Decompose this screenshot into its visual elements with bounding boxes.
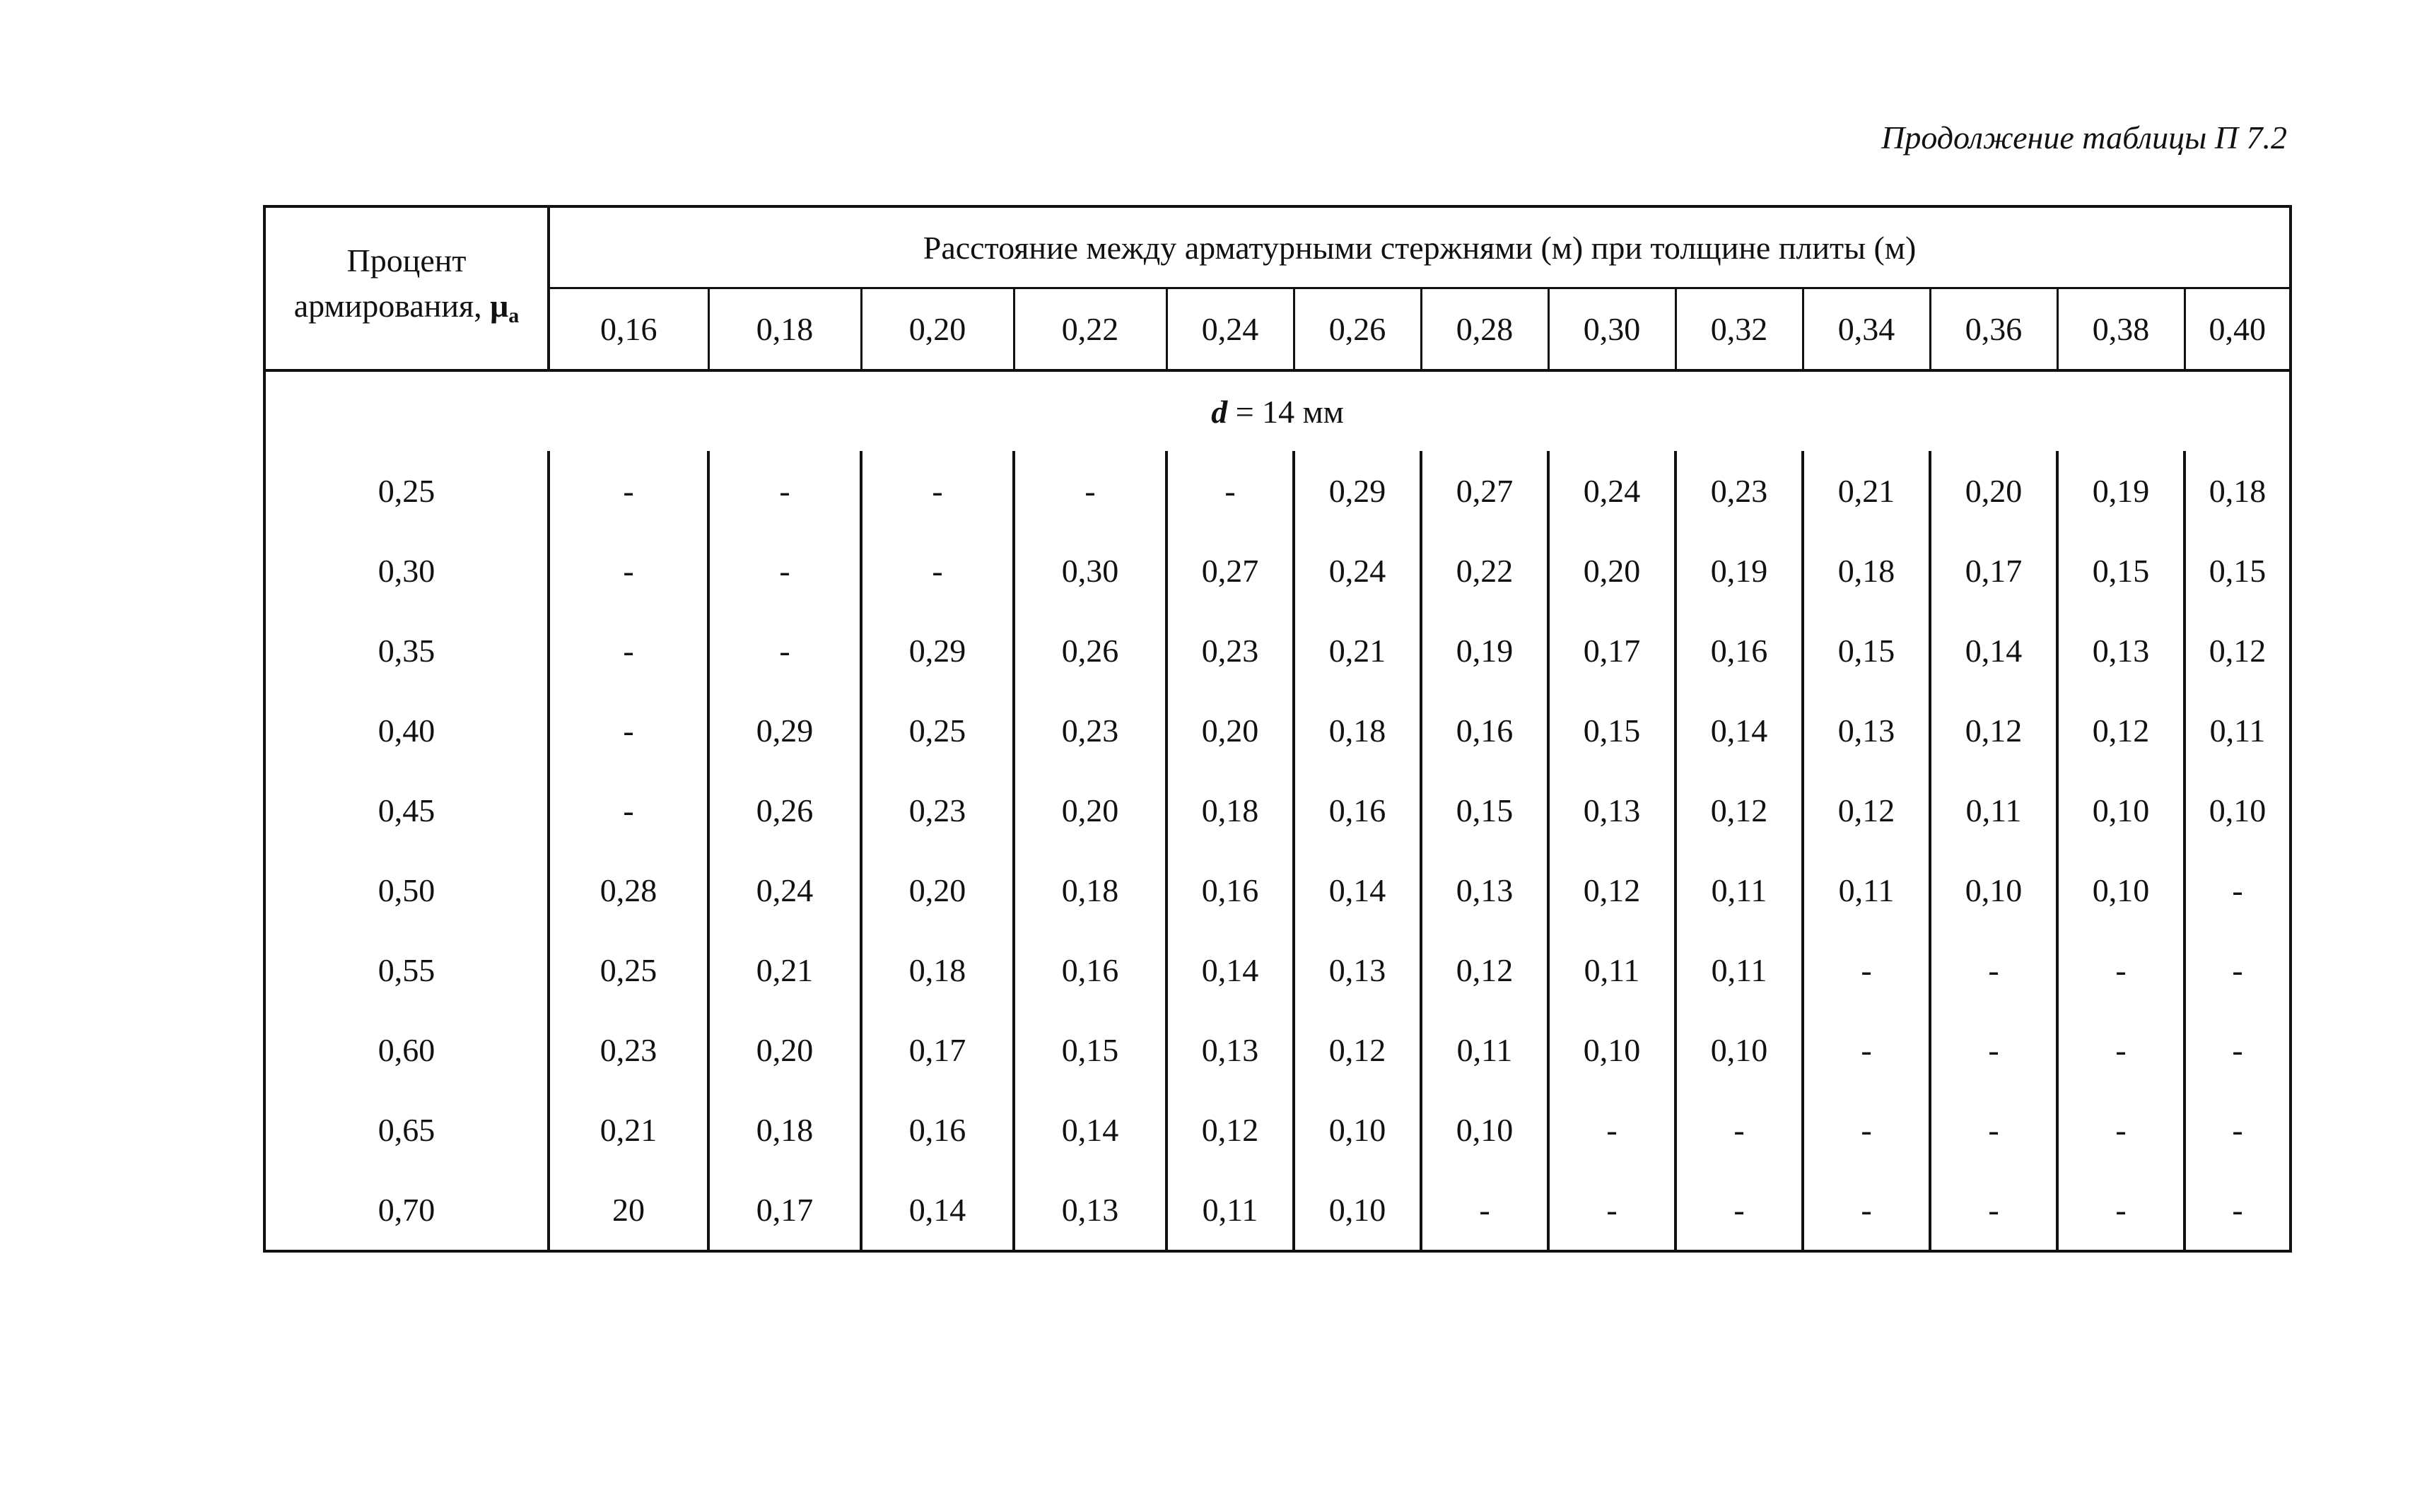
- diameter-symbol: d: [1211, 393, 1228, 430]
- spacing-value-cell: 0,13: [1803, 691, 1930, 770]
- reinforcement-percent-cell: 0,55: [264, 930, 549, 1010]
- spacing-value-cell: -: [1014, 451, 1166, 531]
- section-row: [264, 370, 2291, 451]
- spacing-value-cell: 0,10: [1675, 1010, 1803, 1090]
- spacing-value-cell: 0,11: [1930, 770, 2057, 850]
- spacing-value-cell: -: [549, 611, 708, 691]
- spacing-value-cell: -: [1803, 1010, 1930, 1090]
- spacing-value-cell: 0,17: [861, 1010, 1014, 1090]
- mu-symbol: μ: [490, 288, 509, 324]
- thickness-header-cell: 0,36: [1930, 288, 2057, 371]
- table-row: [264, 611, 2291, 691]
- spacing-value-cell: 0,11: [1675, 930, 1803, 1010]
- spacing-value-cell: -: [708, 531, 861, 611]
- spacing-value-cell: 0,10: [2057, 850, 2185, 930]
- spacing-value-cell: 0,13: [1548, 770, 1675, 850]
- spacing-value-cell: -: [1803, 930, 1930, 1010]
- spacing-value-cell: 0,18: [1803, 531, 1930, 611]
- table-body: [264, 370, 2291, 1251]
- table-row: [264, 531, 2291, 611]
- table-caption: Продолжение таблицы П 7.2: [1881, 119, 2287, 156]
- spacing-value-cell: -: [1548, 1090, 1675, 1170]
- table-row: [264, 451, 2291, 531]
- spacing-value-cell: -: [2185, 1090, 2291, 1170]
- spacing-value-cell: 0,20: [708, 1010, 861, 1090]
- spacing-value-cell: -: [549, 531, 708, 611]
- reinforcement-percent-cell: 0,40: [264, 691, 549, 770]
- spacing-value-cell: 0,15: [1014, 1010, 1166, 1090]
- spacing-value-cell: 0,13: [1014, 1170, 1166, 1251]
- spacing-value-cell: 0,17: [708, 1170, 861, 1251]
- spacing-value-cell: -: [1166, 451, 1294, 531]
- spacing-value-cell: 0,12: [1294, 1010, 1421, 1090]
- thickness-header-cell: 0,16: [549, 288, 708, 371]
- spacing-value-cell: -: [2057, 1010, 2185, 1090]
- spacing-value-cell: -: [2057, 1090, 2185, 1170]
- mu-subscript: a: [508, 304, 520, 327]
- spacing-value-cell: 0,18: [2185, 451, 2291, 531]
- spacing-value-cell: 0,12: [2057, 691, 2185, 770]
- spacing-value-cell: 0,29: [861, 611, 1014, 691]
- spacing-value-cell: 0,13: [2057, 611, 2185, 691]
- spacing-value-cell: 0,11: [2185, 691, 2291, 770]
- spacing-value-cell: 0,16: [1166, 850, 1294, 930]
- thickness-header-cell: 0,34: [1803, 288, 1930, 371]
- diameter-value: = 14 мм: [1235, 393, 1344, 430]
- spacing-value-cell: -: [1675, 1170, 1803, 1251]
- spacing-value-cell: -: [1930, 1170, 2057, 1251]
- table-row: [264, 850, 2291, 930]
- spacing-value-cell: 0,23: [549, 1010, 708, 1090]
- spacing-value-cell: 20: [549, 1170, 708, 1251]
- thickness-header-cell: 0,32: [1675, 288, 1803, 371]
- thickness-header-cell: 0,20: [861, 288, 1014, 371]
- spacing-value-cell: 0,20: [1548, 531, 1675, 611]
- spacing-value-cell: 0,18: [1014, 850, 1166, 930]
- spacing-value-cell: -: [1930, 1010, 2057, 1090]
- spacing-value-cell: 0,10: [1421, 1090, 1548, 1170]
- spacing-value-cell: 0,20: [861, 850, 1014, 930]
- spacing-value-cell: -: [861, 451, 1014, 531]
- table-row: [264, 1010, 2291, 1090]
- spacing-value-cell: 0,12: [1166, 1090, 1294, 1170]
- spacing-value-cell: 0,19: [1675, 531, 1803, 611]
- spacing-value-cell: 0,16: [1014, 930, 1166, 1010]
- spacing-value-cell: 0,14: [1675, 691, 1803, 770]
- spacing-value-cell: 0,29: [1294, 451, 1421, 531]
- spacing-value-cell: 0,14: [1930, 611, 2057, 691]
- row-header-text: армирования,: [293, 288, 482, 324]
- spacing-value-cell: 0,12: [1675, 770, 1803, 850]
- spacing-value-cell: -: [1803, 1090, 1930, 1170]
- spacing-value-cell: -: [2057, 1170, 2185, 1251]
- row-header-cell: [264, 206, 549, 370]
- spacing-value-cell: -: [708, 451, 861, 531]
- spacing-value-cell: 0,27: [1166, 531, 1294, 611]
- header-row-top: [264, 206, 2291, 288]
- spacing-value-cell: 0,16: [1294, 770, 1421, 850]
- spacing-value-cell: 0,25: [549, 930, 708, 1010]
- spacing-value-cell: 0,21: [1803, 451, 1930, 531]
- spacing-value-cell: 0,13: [1294, 930, 1421, 1010]
- thickness-header-cell: 0,30: [1548, 288, 1675, 371]
- spacing-value-cell: 0,15: [2185, 531, 2291, 611]
- spacing-value-cell: 0,15: [2057, 531, 2185, 611]
- spacing-value-cell: -: [549, 691, 708, 770]
- spacing-value-cell: -: [2057, 930, 2185, 1010]
- spacing-value-cell: -: [2185, 850, 2291, 930]
- spacing-value-cell: 0,12: [1421, 930, 1548, 1010]
- spacing-value-cell: -: [708, 611, 861, 691]
- table-row: [264, 691, 2291, 770]
- table-row: [264, 930, 2291, 1010]
- spacing-value-cell: 0,11: [1675, 850, 1803, 930]
- spacing-value-cell: -: [1930, 930, 2057, 1010]
- spacing-value-cell: 0,18: [861, 930, 1014, 1010]
- spacing-value-cell: -: [1930, 1090, 2057, 1170]
- spacing-value-cell: 0,26: [1014, 611, 1166, 691]
- spacing-value-cell: 0,17: [1930, 531, 2057, 611]
- table-row: [264, 770, 2291, 850]
- thickness-header-row: [264, 288, 2291, 371]
- spacing-value-cell: 0,23: [1014, 691, 1166, 770]
- spacing-value-cell: 0,22: [1421, 531, 1548, 611]
- spacing-value-cell: 0,16: [1675, 611, 1803, 691]
- table-row: [264, 1170, 2291, 1251]
- spacing-value-cell: 0,11: [1166, 1170, 1294, 1251]
- row-header-line2: [266, 283, 547, 339]
- spacing-value-cell: 0,15: [1548, 691, 1675, 770]
- spacing-value-cell: 0,25: [861, 691, 1014, 770]
- spacing-value-cell: 0,20: [1166, 691, 1294, 770]
- spacing-value-cell: 0,17: [1548, 611, 1675, 691]
- spacing-value-cell: 0,27: [1421, 451, 1548, 531]
- thickness-header-cell: 0,18: [708, 288, 861, 371]
- spacing-value-cell: 0,10: [1548, 1010, 1675, 1090]
- reinforcement-percent-cell: 0,45: [264, 770, 549, 850]
- spacing-value-cell: 0,20: [1930, 451, 2057, 531]
- spacing-value-cell: 0,23: [861, 770, 1014, 850]
- spacing-value-cell: 0,18: [1294, 691, 1421, 770]
- reinforcement-percent-cell: 0,30: [264, 531, 549, 611]
- spacing-value-cell: 0,26: [708, 770, 861, 850]
- spacing-value-cell: 0,14: [1294, 850, 1421, 930]
- spacing-value-cell: 0,10: [1294, 1170, 1421, 1251]
- spacing-value-cell: 0,21: [708, 930, 861, 1010]
- spacing-value-cell: 0,11: [1421, 1010, 1548, 1090]
- spacing-value-cell: 0,21: [1294, 611, 1421, 691]
- row-header-line1: Процент: [346, 242, 467, 279]
- spacing-value-cell: -: [549, 770, 708, 850]
- spacing-value-cell: 0,12: [2185, 611, 2291, 691]
- spacing-value-cell: 0,15: [1803, 611, 1930, 691]
- spacing-value-cell: 0,14: [861, 1170, 1014, 1251]
- thickness-header-cell: 0,26: [1294, 288, 1421, 371]
- thickness-header-cell: 0,38: [2057, 288, 2185, 371]
- section-label: [264, 370, 2291, 451]
- spacing-value-cell: 0,10: [1294, 1090, 1421, 1170]
- spacing-value-cell: 0,19: [1421, 611, 1548, 691]
- spacing-value-cell: 0,21: [549, 1090, 708, 1170]
- spacing-value-cell: 0,12: [1548, 850, 1675, 930]
- spacing-value-cell: -: [1421, 1170, 1548, 1251]
- spacing-value-cell: 0,12: [1803, 770, 1930, 850]
- spacing-value-cell: 0,19: [2057, 451, 2185, 531]
- spacing-value-cell: -: [1548, 1170, 1675, 1251]
- spacing-value-cell: 0,24: [708, 850, 861, 930]
- reinforcement-percent-cell: 0,60: [264, 1010, 549, 1090]
- thickness-header-cell: 0,24: [1166, 288, 1294, 371]
- spacing-value-cell: 0,24: [1548, 451, 1675, 531]
- spacing-value-cell: 0,16: [1421, 691, 1548, 770]
- reinforcement-percent-cell: 0,35: [264, 611, 549, 691]
- thickness-header-cell: 0,40: [2185, 288, 2291, 371]
- table-row: [264, 1090, 2291, 1170]
- spacing-value-cell: 0,11: [1548, 930, 1675, 1010]
- spacing-value-cell: -: [1803, 1170, 1930, 1251]
- thickness-header-cell: 0,22: [1014, 288, 1166, 371]
- spacing-value-cell: 0,29: [708, 691, 861, 770]
- spacing-value-cell: -: [1675, 1090, 1803, 1170]
- spacing-span-header: Расстояние между арматурными стержнями (м) при толщине плиты (м): [549, 206, 2291, 288]
- spacing-value-cell: 0,20: [1014, 770, 1166, 850]
- spacing-value-cell: 0,14: [1014, 1090, 1166, 1170]
- spacing-value-cell: 0,10: [2185, 770, 2291, 850]
- spacing-value-cell: 0,10: [2057, 770, 2185, 850]
- thickness-header-cell: 0,28: [1421, 288, 1548, 371]
- spacing-value-cell: 0,28: [549, 850, 708, 930]
- spacing-value-cell: -: [861, 531, 1014, 611]
- spacing-value-cell: 0,15: [1421, 770, 1548, 850]
- spacing-value-cell: 0,24: [1294, 531, 1421, 611]
- spacing-value-cell: 0,23: [1166, 611, 1294, 691]
- spacing-value-cell: 0,11: [1803, 850, 1930, 930]
- spacing-value-cell: -: [2185, 1170, 2291, 1251]
- spacing-value-cell: 0,23: [1675, 451, 1803, 531]
- spacing-value-cell: -: [2185, 930, 2291, 1010]
- spacing-value-cell: -: [549, 451, 708, 531]
- spacing-value-cell: 0,18: [708, 1090, 861, 1170]
- spacing-value-cell: 0,10: [1930, 850, 2057, 930]
- spacing-value-cell: -: [2185, 1010, 2291, 1090]
- spacing-value-cell: 0,30: [1014, 531, 1166, 611]
- spacing-value-cell: 0,13: [1166, 1010, 1294, 1090]
- reinforcement-percent-cell: 0,70: [264, 1170, 549, 1251]
- reinforcement-percent-cell: 0,65: [264, 1090, 549, 1170]
- spacing-value-cell: 0,14: [1166, 930, 1294, 1010]
- reinforcement-spacing-table: [263, 205, 2292, 1253]
- reinforcement-percent-cell: 0,50: [264, 850, 549, 930]
- spacing-value-cell: 0,18: [1166, 770, 1294, 850]
- spacing-value-cell: 0,13: [1421, 850, 1548, 930]
- spacing-value-cell: 0,16: [861, 1090, 1014, 1170]
- reinforcement-percent-cell: 0,25: [264, 451, 549, 531]
- spacing-value-cell: 0,12: [1930, 691, 2057, 770]
